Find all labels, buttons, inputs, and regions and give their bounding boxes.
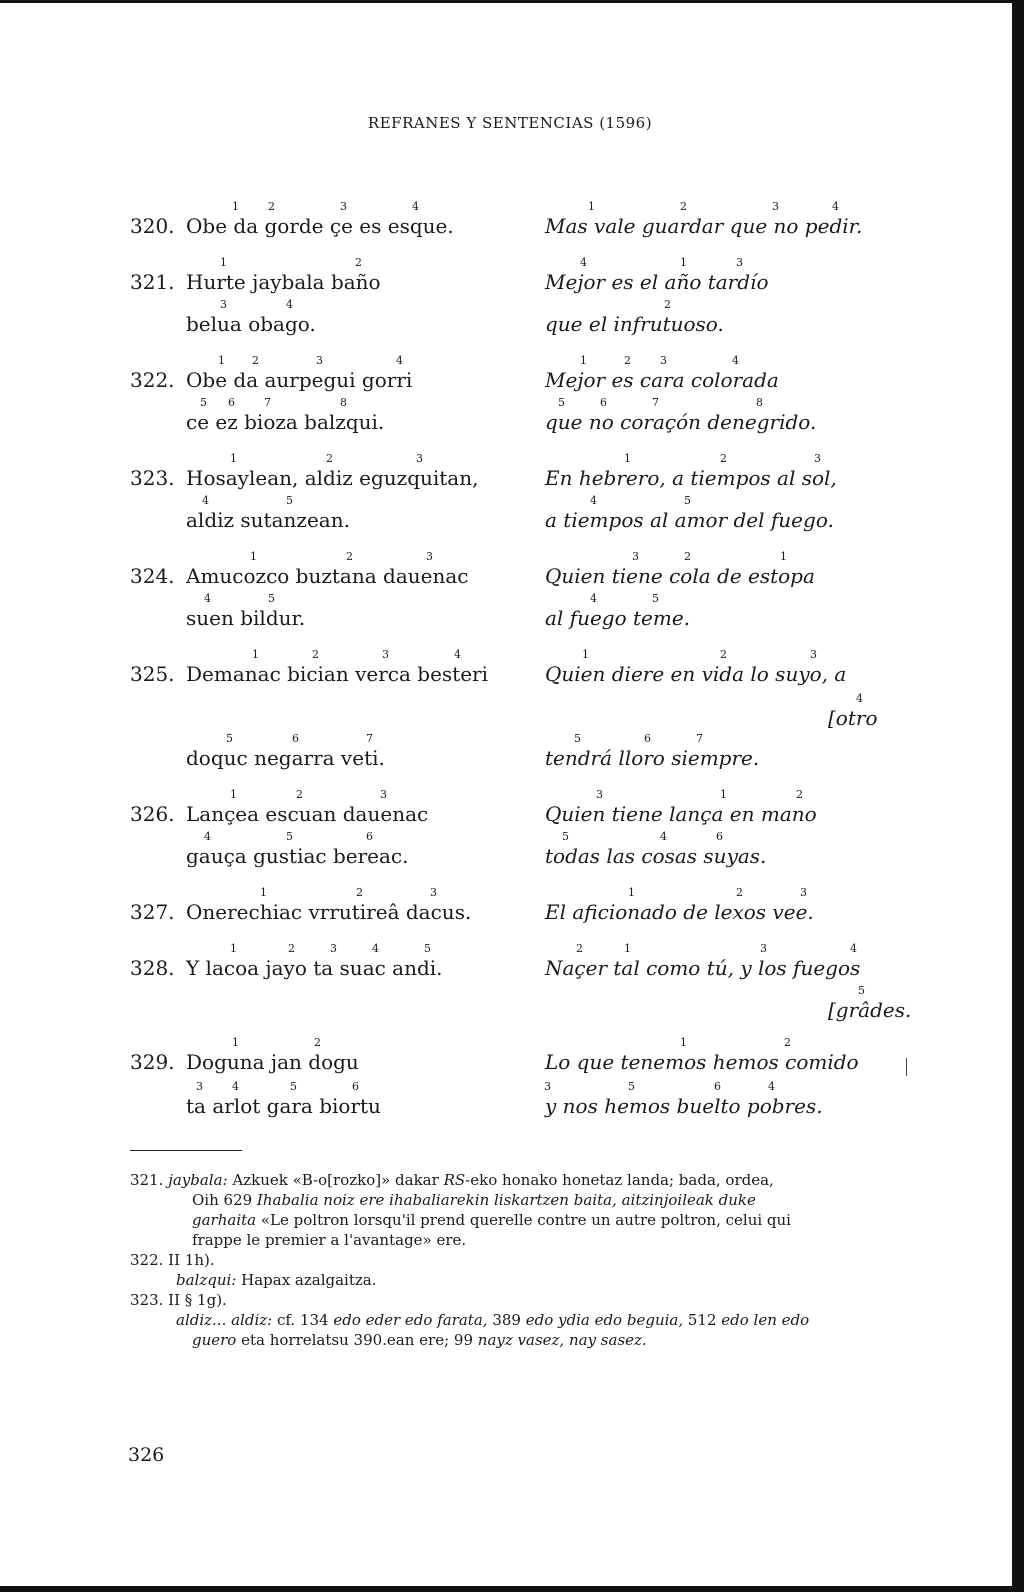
spanish-line: Quien diere en vida lo suyo, a: [545, 662, 847, 686]
word-order-number: 2: [296, 788, 303, 801]
word-order-number: 2: [680, 200, 687, 213]
footnote-323: [130, 1290, 890, 1310]
spanish-line: Mas vale guardar que no pedir.: [545, 214, 863, 238]
word-order-number: 5: [286, 494, 293, 507]
word-order-number: 6: [366, 830, 373, 843]
word-order-number: 4: [372, 942, 379, 955]
spanish-line: tendrá lloro siempre.: [545, 746, 760, 770]
word-order-number: 2: [796, 788, 803, 801]
footnote-text: 323. II § 1g).: [130, 1291, 227, 1309]
spanish-line: y nos hemos buelto pobres.: [545, 1094, 823, 1118]
footnote-text: frappe le premier a l'avantage» ere.: [192, 1231, 467, 1249]
word-order-number: 3: [760, 942, 767, 955]
word-order-number: 5: [200, 396, 207, 409]
spanish-continuation: [grâdes.: [828, 998, 912, 1022]
word-order-number: 1: [218, 354, 225, 367]
word-order-number: 7: [264, 396, 271, 409]
word-order-number: 2: [684, 550, 691, 563]
word-order-number: 6: [352, 1080, 359, 1093]
word-order-number: 2: [736, 886, 743, 899]
word-order-number: 5: [574, 732, 581, 745]
spanish-continuation: [otro: [828, 706, 878, 730]
word-order-number: 3: [220, 298, 227, 311]
word-order-number: 4: [850, 942, 857, 955]
footnote-text: Oih 629: [192, 1191, 257, 1209]
footnote-number: 321.: [130, 1171, 164, 1189]
basque-line: ce ez bioza balzqui.: [186, 410, 385, 434]
entry-number: 329.: [130, 1050, 175, 1074]
word-order-number: 4: [768, 1080, 775, 1093]
footnote-lemma: aldiz... aldiz:: [176, 1311, 273, 1329]
word-order-number: 3: [814, 452, 821, 465]
word-order-number: 4: [580, 256, 587, 269]
margin-mark: [906, 1058, 907, 1076]
word-order-number: 3: [316, 354, 323, 367]
basque-line: aldiz sutanzean.: [186, 508, 350, 532]
word-order-number: 3: [660, 354, 667, 367]
entry-number: 326.: [130, 802, 175, 826]
word-order-number: 5: [424, 942, 431, 955]
word-order-number: 5: [562, 830, 569, 843]
scan-bottom-edge: [0, 1586, 1024, 1592]
scan-top-edge: [0, 0, 1024, 3]
word-order-number: 3: [330, 942, 337, 955]
spanish-line: Quien tiene cola de estopa: [545, 564, 815, 588]
footnote-321: [130, 1170, 890, 1190]
word-order-number: 2: [312, 648, 319, 661]
word-order-number: 2: [576, 942, 583, 955]
entry-number: 323.: [130, 466, 175, 490]
word-order-number: 4: [832, 200, 839, 213]
word-order-number: 1: [250, 550, 257, 563]
spanish-line: El aficionado de lexos vee.: [545, 900, 814, 924]
word-order-number: 1: [252, 648, 259, 661]
word-order-number: 3: [772, 200, 779, 213]
spanish-line: todas las cosas suyas.: [545, 844, 767, 868]
word-order-number: 2: [326, 452, 333, 465]
word-order-number: 2: [288, 942, 295, 955]
footnote-text: «Le poltron lorsqu'il prend querelle contre un autre poltron, celui qui: [256, 1211, 791, 1229]
word-order-number: 2: [664, 298, 671, 311]
word-order-number: 3: [426, 550, 433, 563]
footnote-text: edo eder edo farata,: [333, 1311, 488, 1329]
word-order-number: 1: [720, 788, 727, 801]
spanish-line: que no coraçón denegrido.: [545, 410, 817, 434]
word-order-number: 5: [684, 494, 691, 507]
footnote-text: eta horrelatsu 390.ean ere; 99: [236, 1331, 478, 1349]
footnote-322: [130, 1250, 890, 1270]
word-order-number: 1: [230, 452, 237, 465]
word-order-number: 6: [600, 396, 607, 409]
word-order-number: 2: [356, 886, 363, 899]
word-order-number: 1: [230, 788, 237, 801]
footnote-text: Hapax azalgaitza.: [236, 1271, 377, 1289]
footnote-323-cont: [130, 1310, 890, 1330]
footnote-text: nayz vasez, nay sasez.: [477, 1331, 647, 1349]
basque-line: Lançea escuan dauenac: [186, 802, 429, 826]
footnote-321-cont: [130, 1190, 890, 1210]
footnote-text: cf. 134: [272, 1311, 334, 1329]
word-order-number: 4: [590, 494, 597, 507]
word-order-number: 6: [228, 396, 235, 409]
word-order-number: 2: [252, 354, 259, 367]
footnote-rule: [130, 1150, 242, 1151]
word-order-number: 6: [292, 732, 299, 745]
entry-number: 324.: [130, 564, 175, 588]
word-order-number: 1: [588, 200, 595, 213]
word-order-number: 1: [232, 1036, 239, 1049]
word-order-number: 1: [624, 942, 631, 955]
word-order-number: 5: [652, 592, 659, 605]
word-order-number: 7: [696, 732, 703, 745]
word-order-number: 4: [732, 354, 739, 367]
spanish-line: que el infrutuoso.: [545, 312, 724, 336]
word-order-number: 1: [780, 550, 787, 563]
word-order-number: 5: [558, 396, 565, 409]
footnote-323-cont: [130, 1330, 890, 1350]
word-order-number: 4: [204, 592, 211, 605]
word-order-number: 1: [220, 256, 227, 269]
spanish-line: Lo que tenemos hemos comido: [545, 1050, 859, 1074]
footnotes: [130, 1170, 890, 1350]
spanish-line: Mejor es cara colorada: [545, 368, 779, 392]
word-order-number: 2: [314, 1036, 321, 1049]
word-order-number: 4: [660, 830, 667, 843]
word-order-number: 6: [644, 732, 651, 745]
word-order-number: 8: [340, 396, 347, 409]
word-order-number: 5: [628, 1080, 635, 1093]
word-order-number: 3: [382, 648, 389, 661]
word-order-number: 2: [784, 1036, 791, 1049]
footnote-text: -eko honako honetaz landa; bada, ordea,: [465, 1171, 774, 1189]
word-order-number: 5: [268, 592, 275, 605]
basque-line: Obe da aurpegui gorri: [186, 368, 413, 392]
word-order-number: 1: [680, 256, 687, 269]
word-order-number: 4: [204, 830, 211, 843]
basque-line: Amucozco buztana dauenac: [186, 564, 469, 588]
word-order-number: 2: [268, 200, 275, 213]
basque-line: Demanac bician verca besteri: [186, 662, 488, 686]
word-order-number: 4: [396, 354, 403, 367]
word-order-number: 3: [810, 648, 817, 661]
basque-line: Onerechiac vrrutireâ dacus.: [186, 900, 472, 924]
footnote-lemma: balzqui:: [176, 1271, 237, 1289]
word-order-number: 4: [412, 200, 419, 213]
spanish-line: En hebrero, a tiempos al sol,: [545, 466, 837, 490]
running-head: REFRANES Y SENTENCIAS (1596): [367, 114, 653, 132]
footnote-text: edo ydia edo beguia,: [525, 1311, 684, 1329]
footnote-text: Azkuek «B-o[rozko]» dakar: [227, 1171, 444, 1189]
word-order-number: 1: [624, 452, 631, 465]
basque-line: gauça gustiac bereac.: [186, 844, 409, 868]
word-order-number: 4: [856, 692, 863, 705]
basque-line: Doguna jan dogu: [186, 1050, 359, 1074]
word-order-number: 3: [430, 886, 437, 899]
word-order-number: 2: [720, 452, 727, 465]
word-order-number: 3: [416, 452, 423, 465]
word-order-number: 7: [652, 396, 659, 409]
word-order-number: 4: [590, 592, 597, 605]
basque-line: Hosaylean, aldiz eguzquitan,: [186, 466, 479, 490]
word-order-number: 5: [286, 830, 293, 843]
word-order-number: 1: [260, 886, 267, 899]
basque-line: Y lacoa jayo ta suac andi.: [186, 956, 443, 980]
basque-line: belua obago.: [186, 312, 316, 336]
basque-line: Hurte jaybala baño: [186, 270, 381, 294]
word-order-number: 4: [202, 494, 209, 507]
entry-number: 320.: [130, 214, 175, 238]
footnote-text: edo len edo: [721, 1311, 810, 1329]
footnote-lemma: jaybala:: [168, 1171, 228, 1189]
footnote-text: garhaita: [192, 1211, 257, 1229]
entry-number: 322.: [130, 368, 175, 392]
page-number: 326: [128, 1444, 165, 1466]
word-order-number: 6: [716, 830, 723, 843]
basque-line: Obe da gorde çe es esque.: [186, 214, 454, 238]
spanish-line: Mejor es el año tardío: [545, 270, 769, 294]
word-order-number: 3: [800, 886, 807, 899]
footnote-text: 512: [683, 1311, 722, 1329]
word-order-number: 5: [226, 732, 233, 745]
basque-line: doquc negarra veti.: [186, 746, 385, 770]
word-order-number: 3: [380, 788, 387, 801]
word-order-number: 3: [340, 200, 347, 213]
word-order-number: 4: [286, 298, 293, 311]
entry-number: 327.: [130, 900, 175, 924]
word-order-number: 8: [756, 396, 763, 409]
word-order-number: 3: [544, 1080, 551, 1093]
footnote-321-cont: [130, 1210, 890, 1230]
scan-right-edge: [1012, 0, 1024, 1592]
word-order-number: 4: [454, 648, 461, 661]
word-order-number: 1: [582, 648, 589, 661]
footnote-text: Ihabalia noiz ere ihabaliarekin liskartzen baita, aitzinjoileak duke: [256, 1191, 756, 1209]
entry-number: 325.: [130, 662, 175, 686]
footnote-text: 389: [487, 1311, 526, 1329]
word-order-number: 4: [232, 1080, 239, 1093]
word-order-number: 2: [355, 256, 362, 269]
footnote-text: RS: [443, 1171, 466, 1189]
word-order-number: 2: [624, 354, 631, 367]
word-order-number: 1: [230, 942, 237, 955]
word-order-number: 1: [232, 200, 239, 213]
spanish-line: Naçer tal como tú, y los fuegos: [545, 956, 861, 980]
word-order-number: 1: [680, 1036, 687, 1049]
word-order-number: 3: [736, 256, 743, 269]
spanish-line: a tiempos al amor del fuego.: [545, 508, 834, 532]
word-order-number: 3: [632, 550, 639, 563]
word-order-number: 6: [714, 1080, 721, 1093]
entry-number: 328.: [130, 956, 175, 980]
word-order-number: 1: [628, 886, 635, 899]
spanish-line: al fuego teme.: [545, 606, 691, 630]
footnote-322-cont: [130, 1270, 890, 1290]
entry-number: 321.: [130, 270, 175, 294]
word-order-number: 5: [858, 984, 865, 997]
word-order-number: 7: [366, 732, 373, 745]
word-order-number: 3: [196, 1080, 203, 1093]
basque-line: suen bildur.: [186, 606, 306, 630]
footnote-text: 322. II 1h).: [130, 1251, 215, 1269]
word-order-number: 2: [346, 550, 353, 563]
basque-line: ta arlot gara biortu: [186, 1094, 381, 1118]
word-order-number: 5: [290, 1080, 297, 1093]
spanish-line: Quien tiene lança en mano: [545, 802, 817, 826]
word-order-number: 1: [580, 354, 587, 367]
word-order-number: 2: [720, 648, 727, 661]
word-order-number: 3: [596, 788, 603, 801]
footnote-text: guero: [192, 1331, 237, 1349]
footnote-321-cont: [130, 1230, 890, 1250]
